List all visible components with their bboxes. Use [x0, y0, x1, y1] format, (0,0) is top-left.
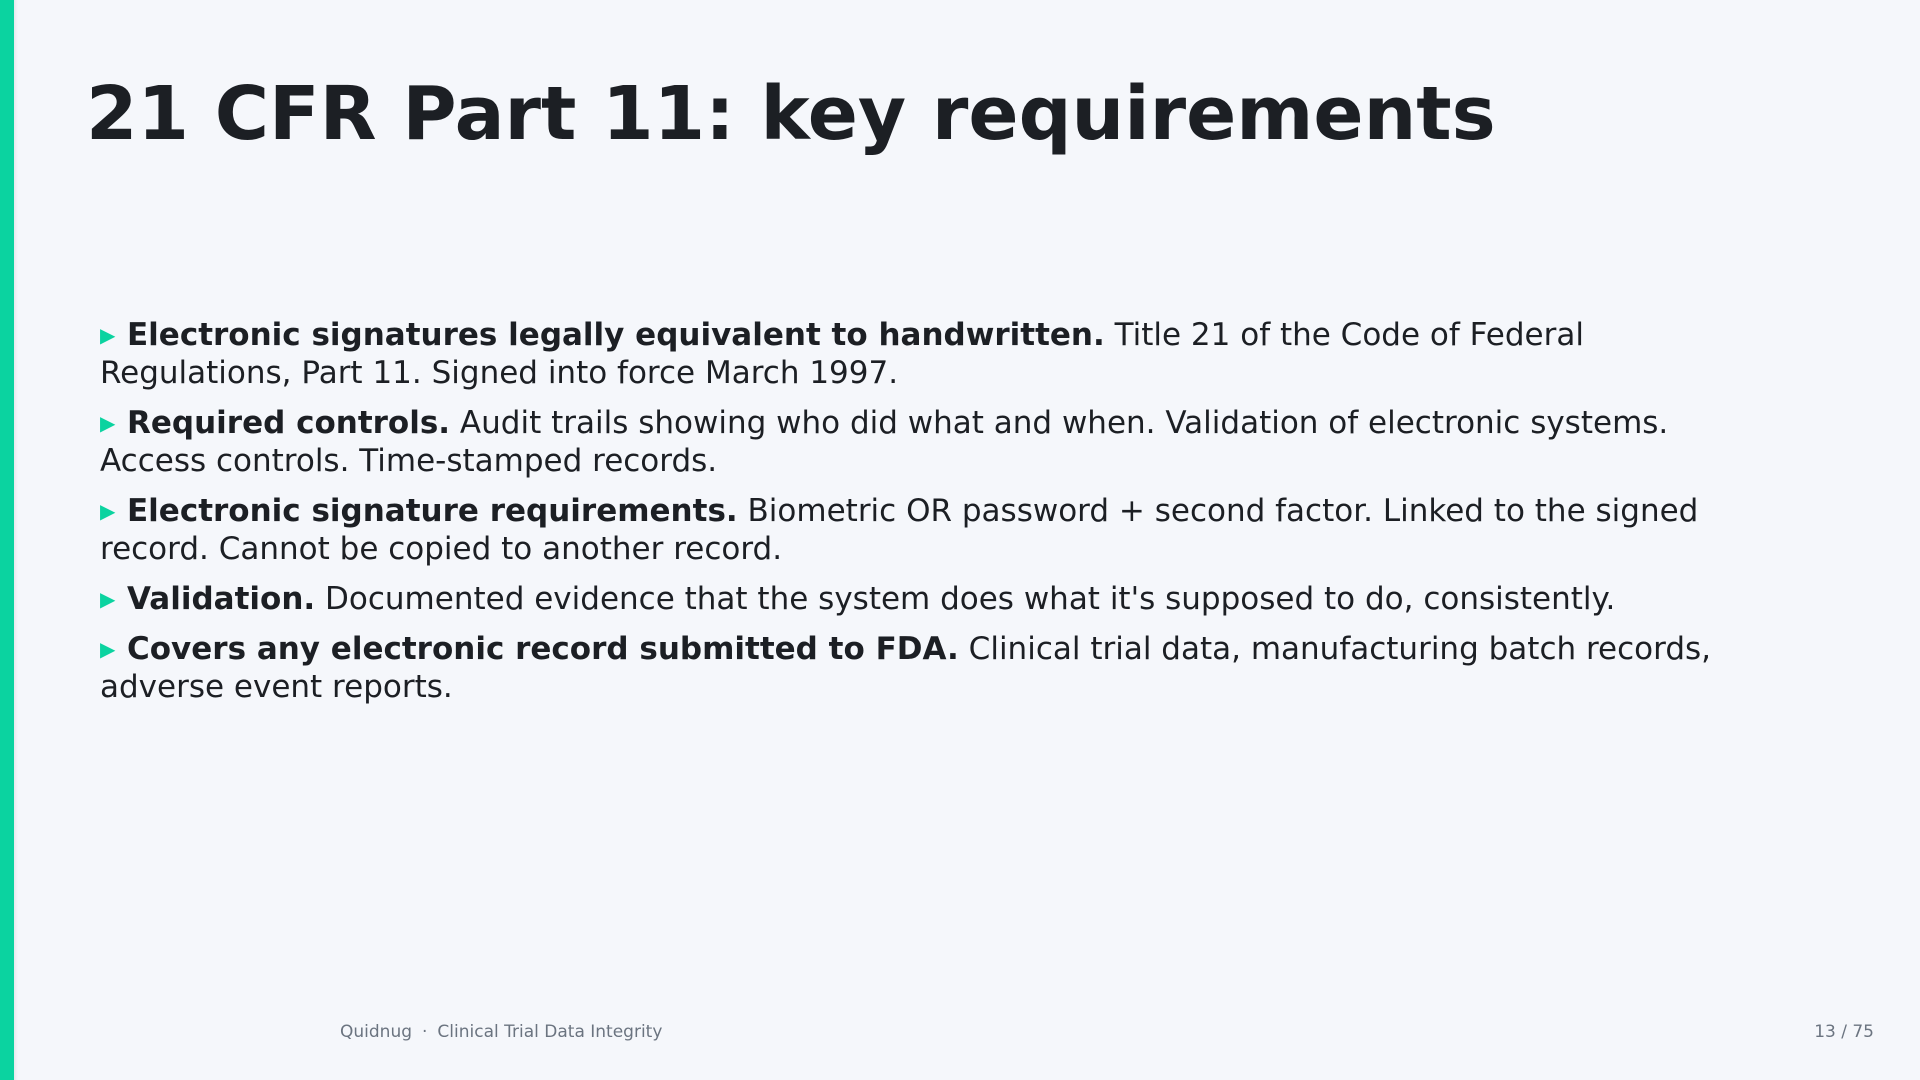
footer-brand: Quidnug: [340, 1022, 413, 1042]
footer-deck-title: Clinical Trial Data Integrity: [437, 1022, 663, 1042]
bullet-lead: Electronic signature requirements.: [127, 493, 738, 529]
triangle-right-icon: ▶: [100, 499, 116, 523]
bullet-list: [100, 316, 1780, 718]
triangle-right-icon: ▶: [100, 411, 116, 435]
page-indicator: 13 / 75: [1814, 1022, 1874, 1042]
bullet-lead: Electronic signatures legally equivalent to handwritten.: [127, 317, 1105, 353]
triangle-right-icon: ▶: [100, 587, 116, 611]
footer-left: [340, 1022, 662, 1042]
slide-title: 21 CFR Part 11: key requirements: [86, 71, 1496, 157]
bullet-item: [100, 580, 1780, 618]
bullet-text: Clinical trial data, manufacturing batch records, adverse event reports.: [100, 631, 1712, 705]
accent-bar-shadow: [14, 0, 18, 1080]
triangle-right-icon: ▶: [100, 637, 116, 661]
bullet-text: Title 21 of the Code of Federal Regulations, Part 11. Signed into force March 1997.: [100, 317, 1584, 391]
bullet-item: [100, 404, 1780, 480]
accent-bar: [0, 0, 14, 1080]
bullet-item: [100, 630, 1780, 706]
footer-separator: ·: [422, 1022, 428, 1042]
triangle-right-icon: ▶: [100, 323, 116, 347]
bullet-text: Audit trails showing who did what and when. Validation of electronic systems. Access controls. Time-stamped records.: [100, 405, 1669, 479]
bullet-lead: Covers any electronic record submitted to FDA.: [127, 631, 959, 667]
bullet-text: Biometric OR password + second factor. Linked to the signed record. Cannot be copied to another record.: [100, 493, 1699, 567]
bullet-text: Documented evidence that the system does what it's supposed to do, consistently.: [315, 581, 1616, 617]
bullet-item: [100, 492, 1780, 568]
bullet-lead: Required controls.: [127, 405, 451, 441]
bullet-item: [100, 316, 1780, 392]
bullet-lead: Validation.: [127, 581, 316, 617]
